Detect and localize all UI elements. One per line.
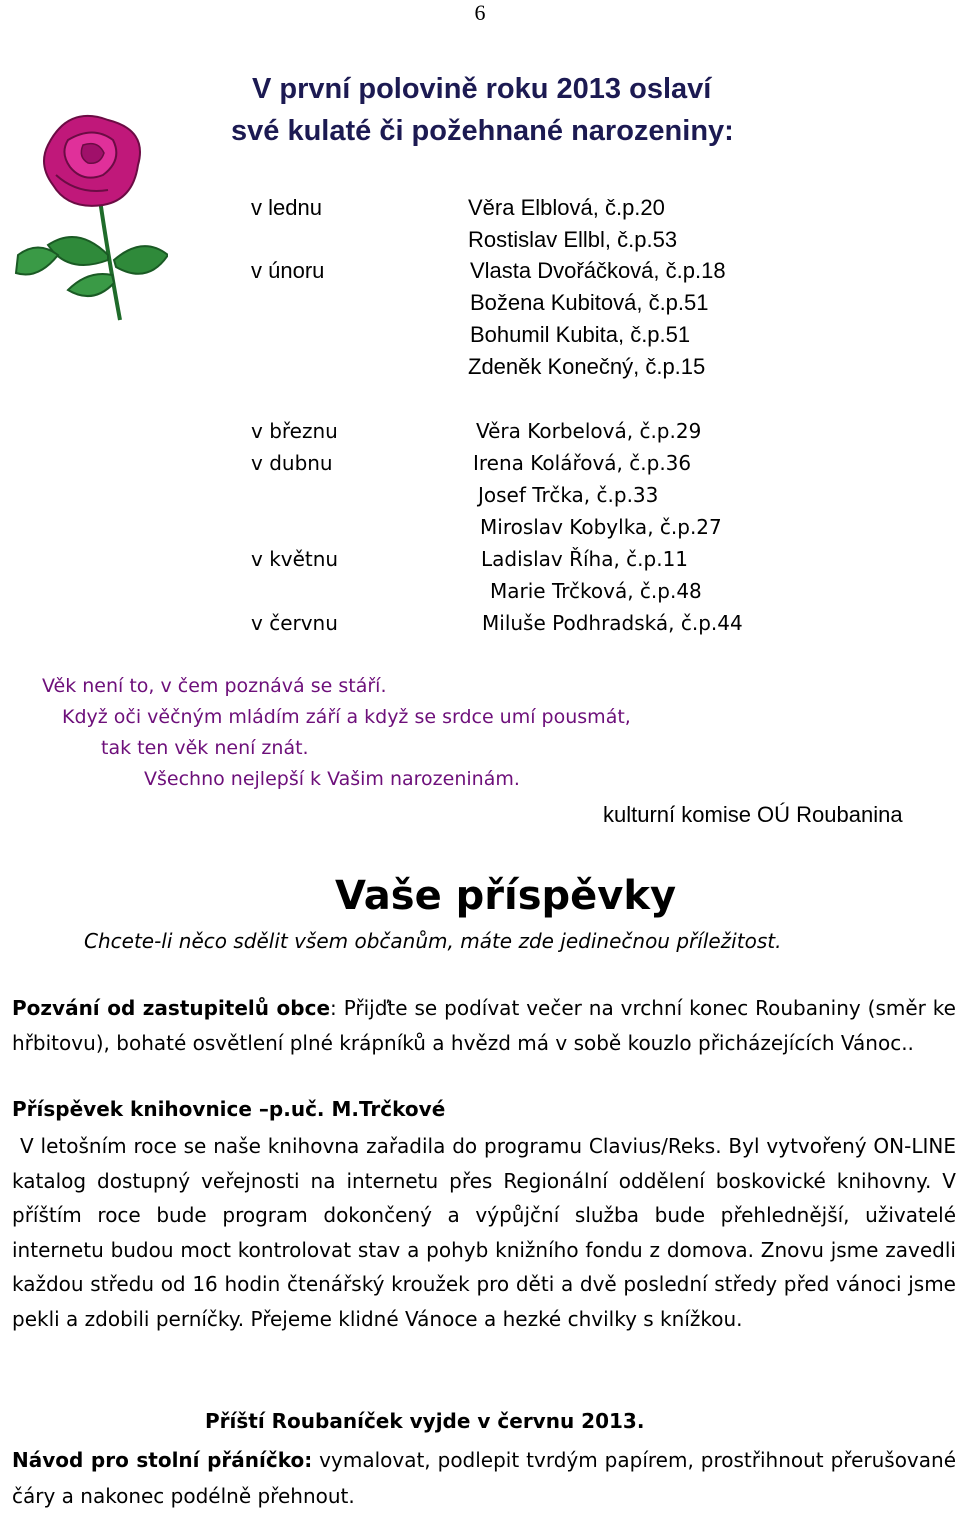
- heading-line-2: své kulaté či požehnané narozeniny:: [231, 115, 734, 147]
- page-number: 6: [474, 0, 486, 25]
- birthday-entry: Božena Kubitová, č.p.51: [470, 290, 709, 315]
- birthday-entry: Irena Kolářová, č.p.36: [473, 451, 692, 475]
- invitation-text: : Přijďte se podívat večer na vrchní konec Roubaniny (směr ke hřbitovu), bohaté osvětlení plné krápníků a hvězd má v sobě kouzlo přicházejících Vánoc..: [12, 996, 956, 1055]
- month-april: v dubnu: [251, 451, 333, 475]
- month-june: v červnu: [251, 611, 338, 635]
- month-january: v lednu: [251, 195, 322, 220]
- birthday-entry: Rostislav Ellbl, č.p.53: [468, 227, 678, 252]
- signature: kulturní komise OÚ Roubanina: [603, 802, 903, 827]
- birthday-entry: Miroslav Kobylka, č.p.27: [480, 515, 722, 539]
- instructions-text: vymalovat, podlepit tvrdým papírem, prostřihnout přerušované čáry a nakonec podélně přehnout.: [12, 1448, 956, 1508]
- birthday-entry: Ladislav Říha, č.p.11: [481, 547, 689, 571]
- birthday-entry: Marie Trčková, č.p.48: [490, 579, 702, 603]
- section-subtitle: Chcete-li něco sdělit všem občanům, máte zde jedinečnou příležitost.: [84, 929, 782, 953]
- library-heading: Příspěvek knihovnice –p.uč. M.Trčkové: [12, 1097, 446, 1121]
- birthday-entry: Zdeněk Konečný, č.p.15: [468, 354, 706, 379]
- birthday-entry: Věra Korbelová, č.p.29: [476, 419, 702, 443]
- poem-line-2: Když oči věčným mládím září a když se srdce umí pousmát,: [62, 706, 631, 728]
- rose-icon: [8, 105, 168, 325]
- birthday-entry: Věra Elblová, č.p.20: [468, 195, 665, 220]
- month-may: v květnu: [251, 547, 339, 571]
- month-february: v únoru: [251, 258, 325, 283]
- birthday-entry: Vlasta Dvořáčková, č.p.18: [470, 258, 726, 283]
- section-title: Vaše příspěvky: [335, 873, 677, 919]
- poem-line-3: tak ten věk není znát.: [101, 737, 309, 759]
- heading-line-1: V první polovině roku 2013 oslaví: [252, 73, 712, 105]
- birthday-entry: Miluše Podhradská, č.p.44: [482, 611, 743, 635]
- instructions-paragraph: [12, 1442, 956, 1514]
- next-issue: Příští Roubaníček vyjde v červnu 2013.: [205, 1409, 645, 1433]
- invitation-label: Pozvání od zastupitelů obce: [12, 996, 331, 1020]
- poem-line-4: Všechno nejlepší k Vašim narozeninám.: [144, 768, 520, 790]
- birthday-entry: Bohumil Kubita, č.p.51: [470, 322, 691, 347]
- birthday-entry: Josef Trčka, č.p.33: [478, 483, 659, 507]
- library-paragraph: [12, 1129, 956, 1336]
- invitation-paragraph: [12, 991, 956, 1060]
- month-march: v březnu: [251, 419, 338, 443]
- library-text: V letošním roce se naše knihovna zařadila do programu Clavius/Reks. Byl vytvořený ON-LINE katalog dostupný veřejnosti na internetu přes Regionální oddělení boskovické knihovny. V příštím roce bude program dokončený a výpůjční služba bude přehlednější, uživatelé internetu budou moct kontrolovat stav a pohyb knižního fondu z domova. Znovu jsme zavedli každou středu od 16 hodin čtenářský kroužek pro děti a dvě poslední středy před vánoci jsme pekli a zdobili perníčky. Přejeme klidné Vánoce a hezké chvilky s knížkou.: [12, 1134, 956, 1331]
- poem-line-1: Věk není to, v čem poznává se stáří.: [42, 675, 387, 697]
- instructions-label: Návod pro stolní přáníčko:: [12, 1448, 313, 1472]
